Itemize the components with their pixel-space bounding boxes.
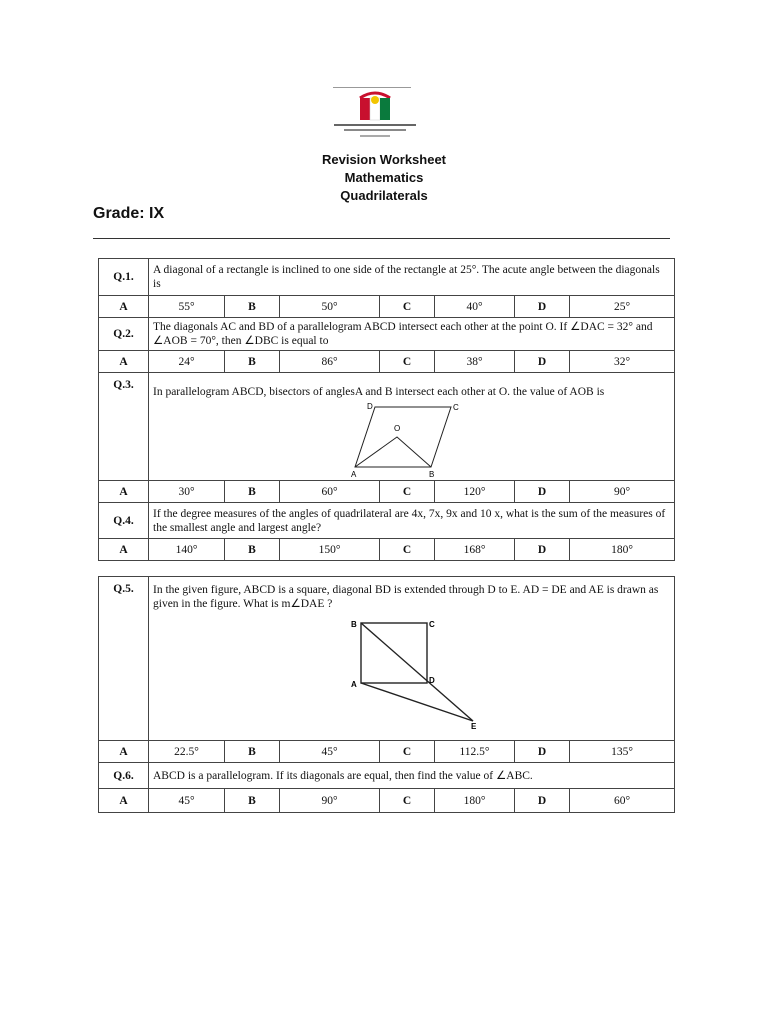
option-letter: D [515, 481, 570, 503]
question-number: Q.5. [99, 577, 149, 741]
worksheet-titles [0, 151, 768, 205]
label-a: A [351, 470, 357, 479]
option-value: 60° [280, 481, 380, 503]
option-letter: C [380, 351, 435, 373]
label-c: C [429, 620, 435, 629]
questions-table-2 [98, 576, 675, 813]
options-row-2 [99, 351, 675, 373]
option-letter: B [225, 539, 280, 561]
option-letter: C [380, 789, 435, 813]
option-letter: D [515, 351, 570, 373]
options-row-3 [99, 481, 675, 503]
option-letter: C [380, 296, 435, 318]
option-value: 45° [149, 789, 225, 813]
option-letter: A [99, 789, 149, 813]
option-letter: B [225, 351, 280, 373]
label-d: D [367, 403, 373, 411]
option-value: 180° [570, 539, 675, 561]
option-value: 50° [280, 296, 380, 318]
label-o: O [394, 424, 401, 433]
question-number: Q.3. [99, 373, 149, 481]
option-value: 150° [280, 539, 380, 561]
option-letter: C [380, 741, 435, 763]
option-letter: C [380, 539, 435, 561]
worksheet-title: Revision Worksheet [321, 152, 447, 167]
question-text: ABCD is a parallelogram. If its diagonals are equal, then find the value of ∠ABC. [149, 763, 675, 789]
parallelogram-figure [345, 403, 485, 479]
option-letter: B [225, 296, 280, 318]
options-row-4 [99, 539, 675, 561]
question-number: Q.2. [99, 318, 149, 351]
option-value: 168° [435, 539, 515, 561]
question-number: Q.6. [99, 763, 149, 789]
option-letter: B [225, 741, 280, 763]
option-value: 135° [570, 741, 675, 763]
option-value: 38° [435, 351, 515, 373]
option-letter: A [99, 351, 149, 373]
question-row-2 [99, 318, 675, 351]
school-logo [330, 86, 420, 142]
label-b: B [351, 620, 357, 629]
option-value: 55° [149, 296, 225, 318]
option-letter: A [99, 539, 149, 561]
question-text: The diagonals AC and BD of a parallelogram ABCD intersect each other at the point O. If ∠DAC = 32° and ∠AOB = 70°, then ∠DBC is equal to [149, 318, 675, 351]
question-text: In the given figure, ABCD is a square, diagonal BD is extended through D to E. AD = DE and AE is drawn as given in the figure. What is m∠DAE ? [153, 584, 659, 610]
option-value: 86° [280, 351, 380, 373]
grade-label: Grade: IX [93, 205, 165, 222]
option-value: 180° [435, 789, 515, 813]
option-value: 22.5° [149, 741, 225, 763]
square-figure [349, 617, 489, 729]
option-value: 112.5° [435, 741, 515, 763]
question-cell [149, 577, 675, 741]
option-value: 40° [435, 296, 515, 318]
option-value: 25° [570, 296, 675, 318]
option-letter: B [225, 481, 280, 503]
option-value: 32° [570, 351, 675, 373]
option-value: 90° [280, 789, 380, 813]
option-value: 120° [435, 481, 515, 503]
option-letter: D [515, 539, 570, 561]
question-text: If the degree measures of the angles of quadrilateral are 4x, 7x, 9x and 10 x, what is the sum of the measures of the smallest angle and largest angle? [149, 503, 675, 539]
question-row-1 [99, 259, 675, 296]
options-row-1 [99, 296, 675, 318]
topic-title: Quadrilaterals [340, 188, 428, 203]
option-letter: D [515, 789, 570, 813]
option-value: 24° [149, 351, 225, 373]
question-text: In parallelogram ABCD, bisectors of anglesA and B intersect each other at O. the value of AOB is [153, 386, 605, 398]
option-letter: B [225, 789, 280, 813]
option-value: 60° [570, 789, 675, 813]
option-value: 90° [570, 481, 675, 503]
question-cell [149, 373, 675, 481]
option-letter: D [515, 296, 570, 318]
question-number: Q.1. [99, 259, 149, 296]
option-letter: C [380, 481, 435, 503]
options-row-6 [99, 789, 675, 813]
option-letter: D [515, 741, 570, 763]
label-b: B [429, 470, 435, 479]
question-number: Q.4. [99, 503, 149, 539]
label-e: E [471, 722, 477, 729]
question-row-3 [99, 373, 675, 481]
option-value: 140° [149, 539, 225, 561]
option-letter: A [99, 741, 149, 763]
option-value: 45° [280, 741, 380, 763]
subject-title: Mathematics [344, 170, 424, 185]
label-c: C [453, 403, 459, 412]
option-letter: A [99, 481, 149, 503]
question-row-4 [99, 503, 675, 539]
question-row-5 [99, 577, 675, 741]
options-row-5 [99, 741, 675, 763]
header-rule [93, 238, 670, 239]
label-a: A [351, 680, 357, 689]
questions-table-1 [98, 258, 675, 561]
label-d: D [429, 676, 435, 685]
option-letter: A [99, 296, 149, 318]
option-value: 30° [149, 481, 225, 503]
question-text: A diagonal of a rectangle is inclined to one side of the rectangle at 25°. The acute angle between the diagonals is [149, 259, 675, 296]
question-row-6 [99, 763, 675, 789]
